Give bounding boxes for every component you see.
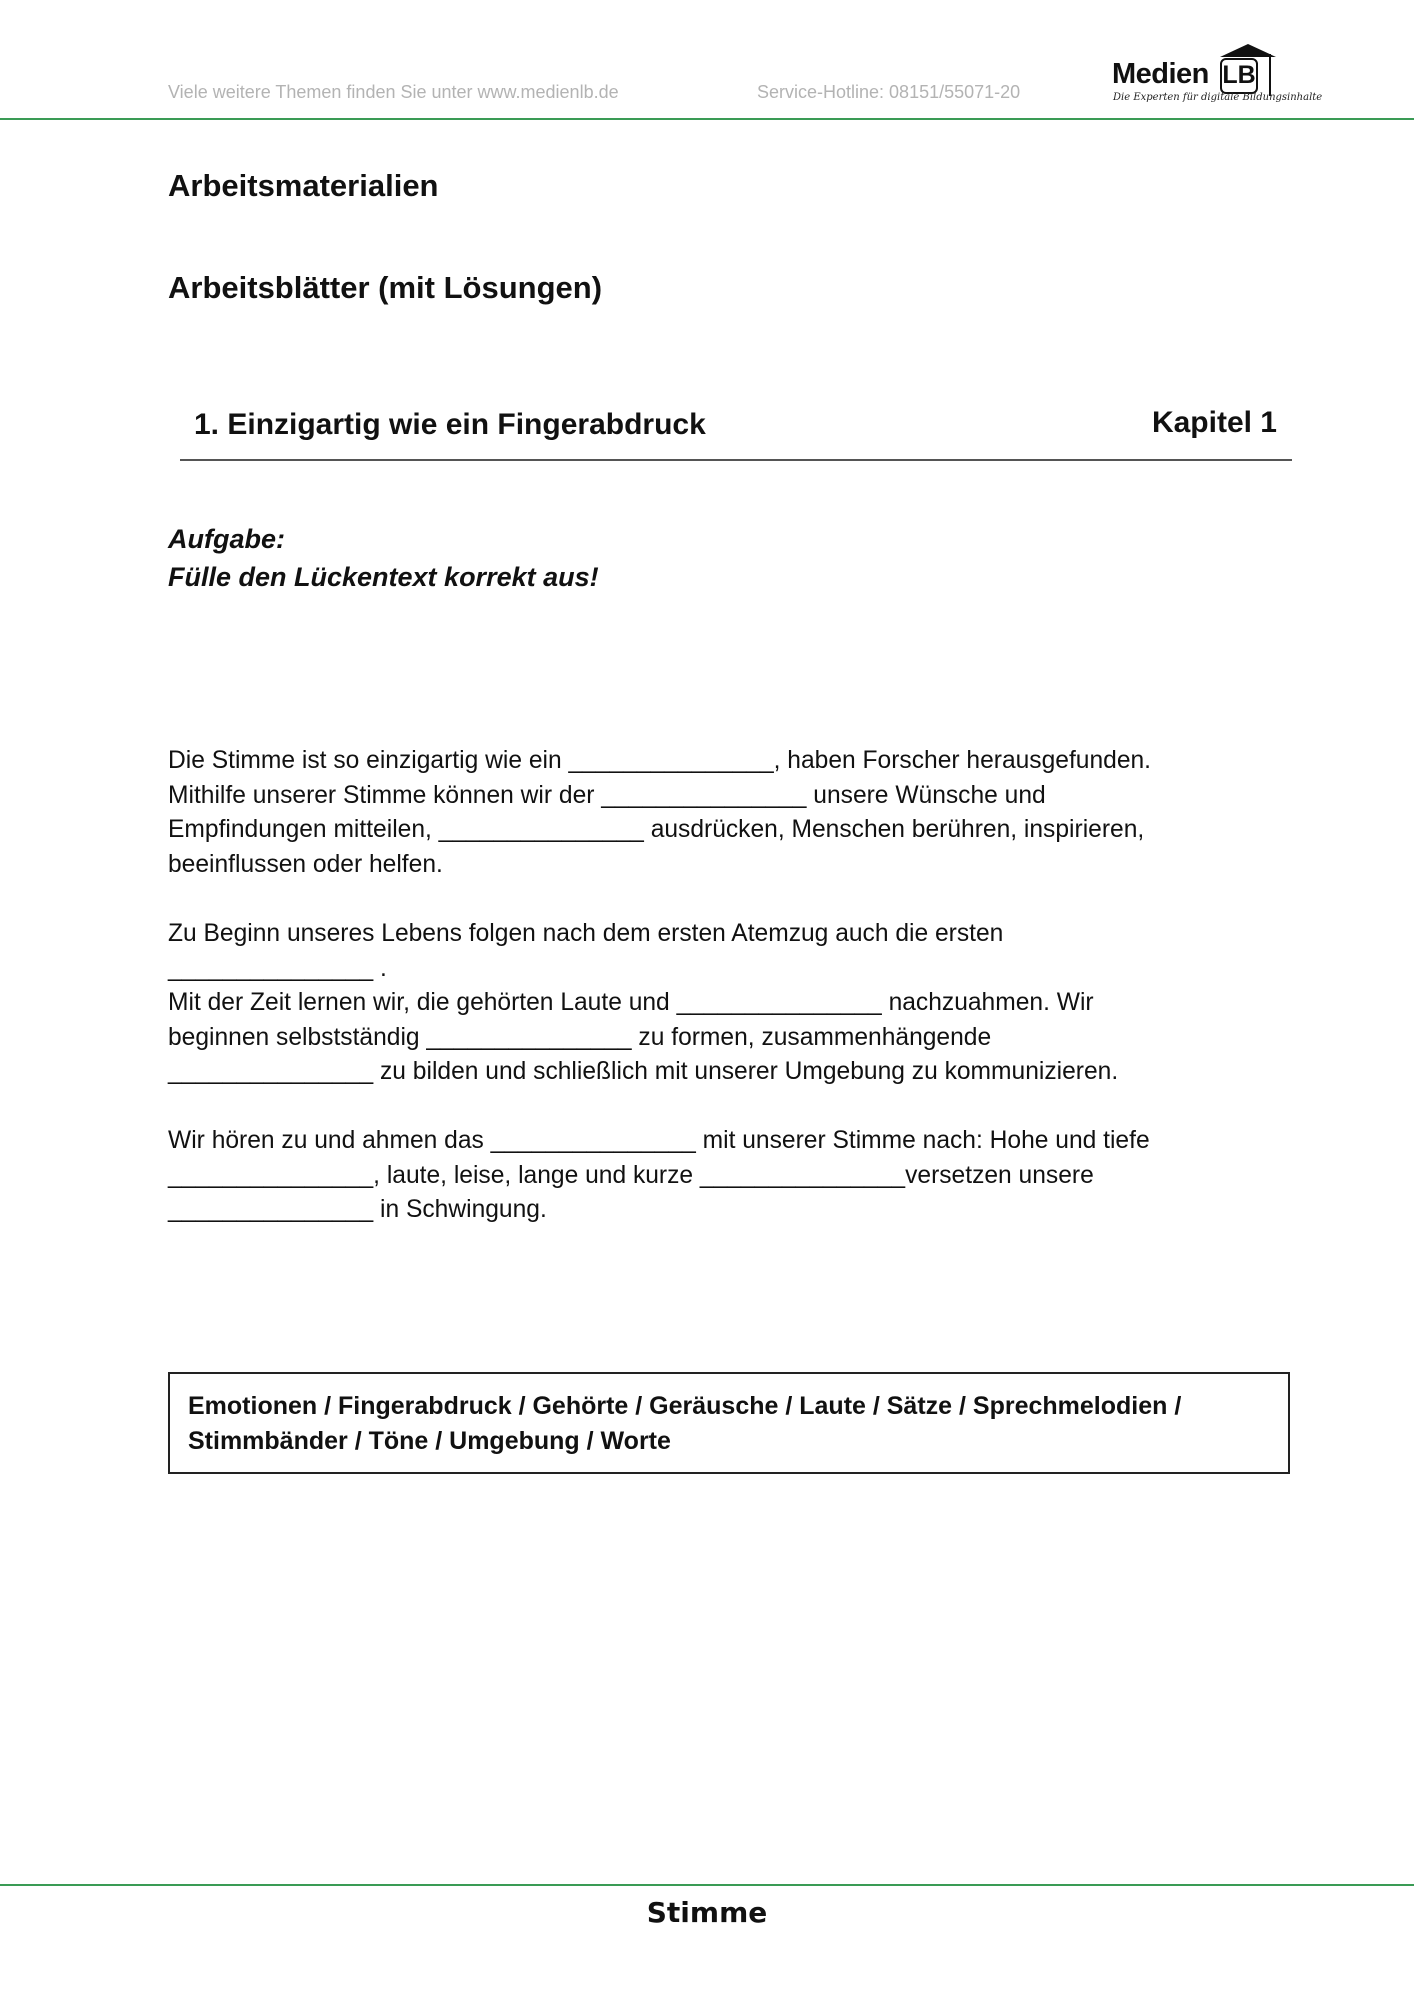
- cloze-line: Mithilfe unserer Stimme können wir der _______________ unsere Wünsche und: [168, 781, 1046, 809]
- chapter-divider: [180, 459, 1292, 461]
- cloze-paragraph-3: [168, 1124, 1150, 1228]
- tassel-icon: [1269, 54, 1271, 96]
- cloze-paragraph-1: [168, 744, 1151, 882]
- cloze-line: _______________ .: [168, 954, 387, 982]
- header-divider: [0, 118, 1414, 120]
- medienlb-logo: [1112, 40, 1323, 112]
- word-bank-box: [168, 1372, 1290, 1474]
- page-subtitle: Arbeitsblätter (mit Lösungen): [168, 270, 603, 305]
- cloze-line: Zu Beginn unseres Lebens folgen nach dem ersten Atemzug auch die ersten: [168, 920, 1004, 947]
- footer-subject: Stimme: [646, 1896, 768, 1929]
- service-hotline: Service-Hotline: 08151/55071-20: [757, 82, 1021, 102]
- graduation-cap-icon: [1220, 44, 1276, 57]
- word-bank-line: Stimmbänder / Töne / Umgebung / Worte: [188, 1427, 671, 1455]
- logo-word: Medien: [1112, 58, 1209, 90]
- cloze-paragraph-2: [168, 917, 1118, 1090]
- task-instruction: Fülle den Lückentext korrekt aus!: [168, 562, 599, 592]
- cloze-line: Empfindungen mitteilen, _______________ ausdrücken, Menschen berühren, inspirieren,: [168, 816, 1145, 843]
- cloze-line: Wir hören zu und ahmen das _______________ mit unserer Stimme nach: Hohe und tiefe: [168, 1127, 1150, 1154]
- cloze-line: Mit der Zeit lernen wir, die gehörten Laute und _______________ nachzuahmen. Wir: [168, 989, 1094, 1016]
- cloze-line: beeinflussen oder helfen.: [168, 850, 443, 878]
- page-title: Arbeitsmaterialien: [168, 168, 439, 203]
- cloze-line: Die Stimme ist so einzigartig wie ein _______________, haben Forscher herausgefunden.: [168, 747, 1152, 774]
- cloze-line: _______________ zu bilden und schließlich mit unserer Umgebung zu kommunizieren.: [168, 1058, 1119, 1085]
- cloze-line: _______________, laute, leise, lange und kurze _______________versetzen unsere: [168, 1161, 1094, 1189]
- chapter-label: Kapitel 1: [1151, 406, 1277, 439]
- task-block: [168, 520, 599, 596]
- website-note: Viele weitere Themen finden Sie unter www.medienlb.de: [168, 82, 619, 102]
- logo-tagline: Die Experten für digitale Bildungsinhalte: [1113, 92, 1323, 103]
- cloze-line: beginnen selbstständig _______________ zu formen, zusammenhängende: [168, 1023, 992, 1051]
- footer-divider: [0, 1884, 1414, 1886]
- chapter-title: 1. Einzigartig wie ein Fingerabdruck: [194, 408, 706, 441]
- word-bank-line: Emotionen / Fingerabdruck / Gehörte / Geräusche / Laute / Sätze / Sprechmelodien /: [188, 1392, 1182, 1420]
- logo-letters: LB: [1220, 58, 1258, 94]
- task-heading: Aufgabe:: [168, 524, 285, 554]
- cloze-line: _______________ in Schwingung.: [168, 1196, 547, 1223]
